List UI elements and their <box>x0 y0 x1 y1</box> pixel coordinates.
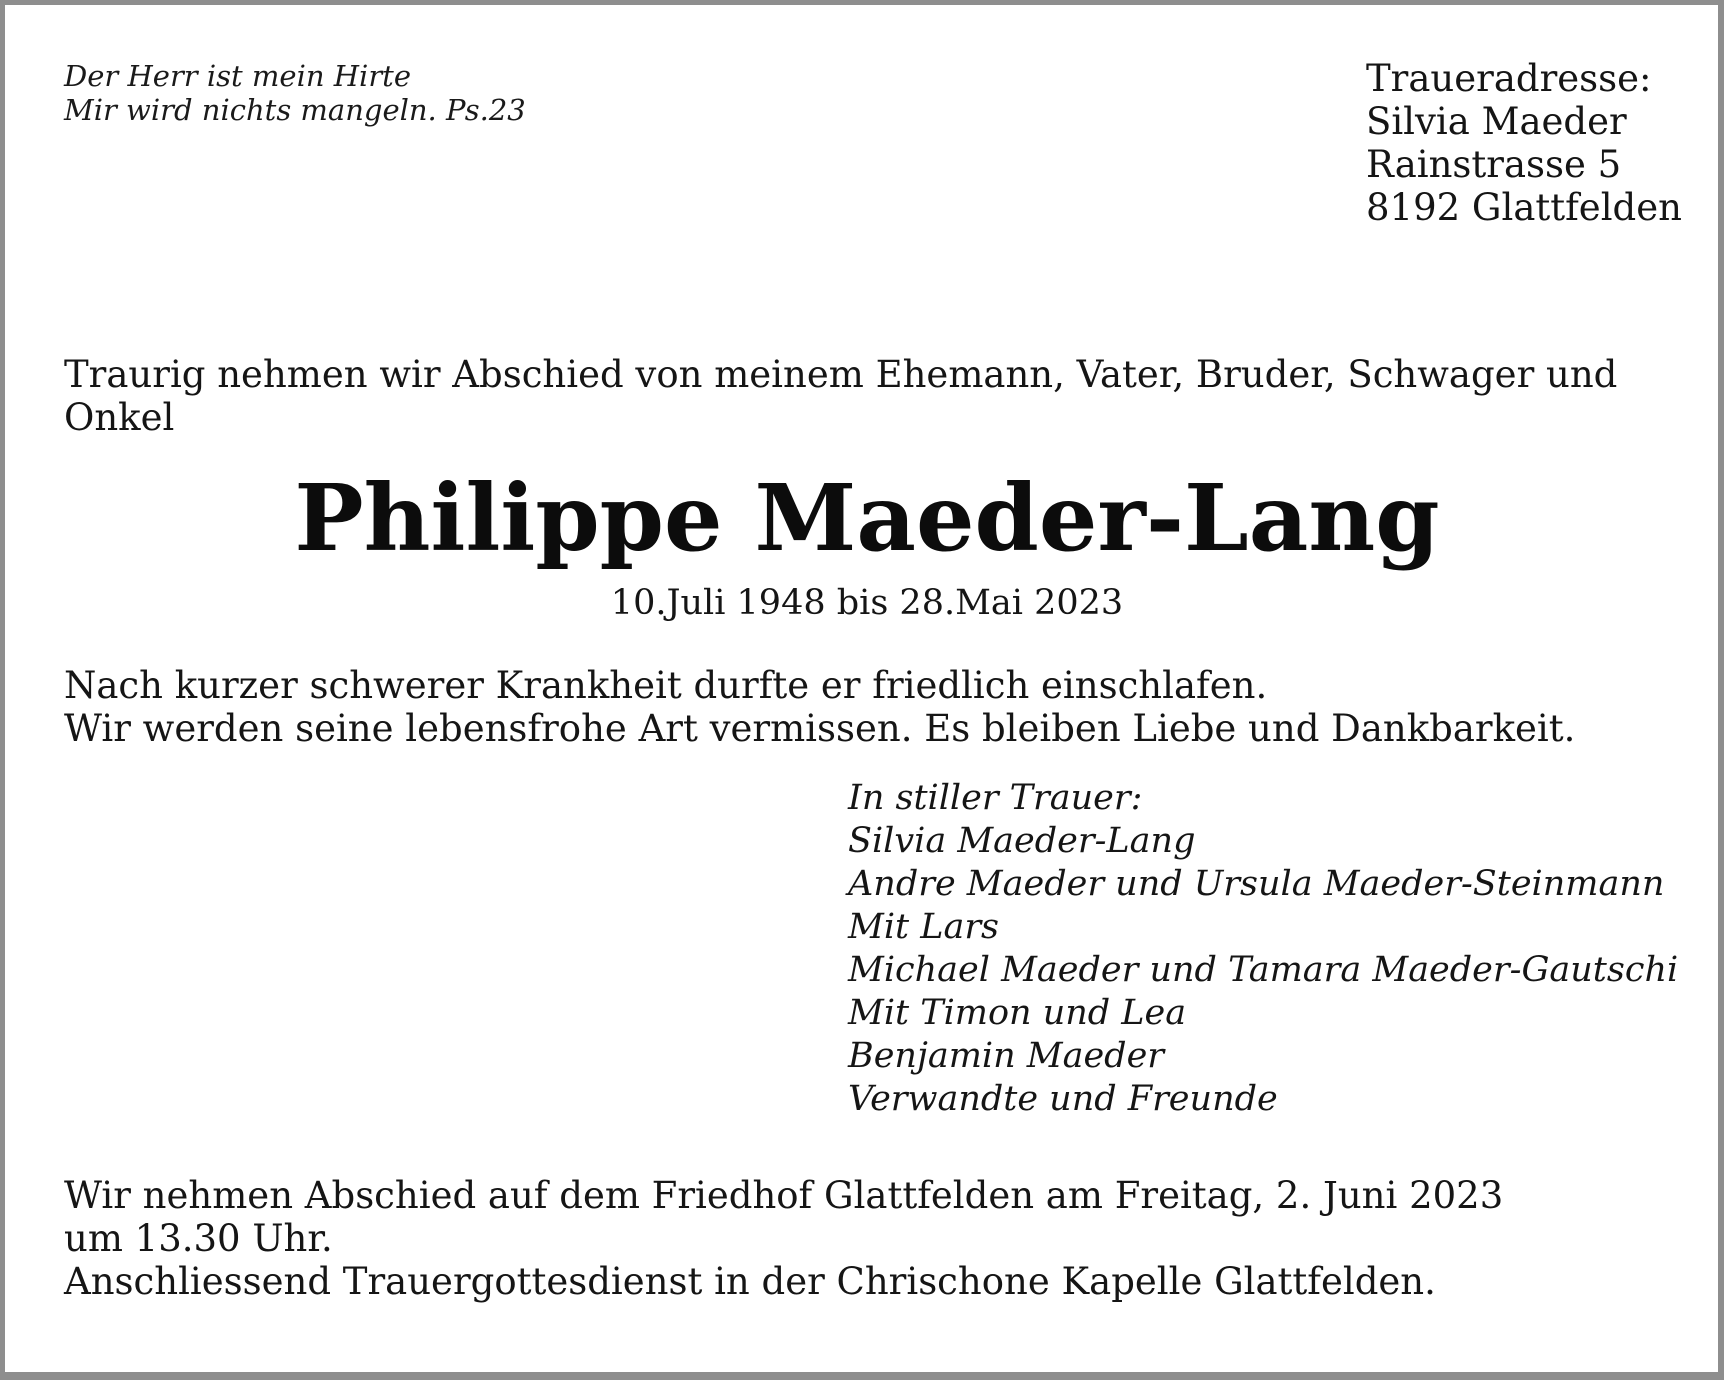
intro-line-1: Traurig nehmen wir Abschied von meinem Ehemann, Vater, Bruder, Schwager und <box>64 353 1618 396</box>
mourner-name: Benjamin Maeder <box>848 1036 1165 1076</box>
funeral-line-1: Wir nehmen Abschied auf dem Friedhof Glattfelden am Freitag, 2. Juni 2023 <box>64 1174 1504 1217</box>
address-city: 8192 Glattfelden <box>1366 186 1682 229</box>
message-line-1: Nach kurzer schwerer Krankheit durfte er friedlich einschlafen. <box>64 664 1268 707</box>
mourning-address <box>1366 57 1682 229</box>
mourners-heading: In stiller Trauer: <box>848 778 1143 818</box>
message-line-2: Wir werden seine lebensfrohe Art vermissen. Es bleiben Liebe und Dankbarkeit. <box>64 707 1576 750</box>
intro-text <box>64 353 1664 439</box>
funeral-line-2: um 13.30 Uhr. <box>64 1217 333 1260</box>
mourner-name: Verwandte und Freunde <box>848 1079 1278 1119</box>
farewell-message <box>64 664 1575 750</box>
mourner-name: Mit Lars <box>848 907 1000 947</box>
bible-verse-line-2: Mir wird nichts mangeln. Ps.23 <box>64 93 526 127</box>
address-name: Silvia Maeder <box>1366 100 1627 143</box>
funeral-details <box>64 1174 1503 1303</box>
intro-line-2: Onkel <box>64 396 175 439</box>
deceased-name: Philippe Maeder-Lang <box>294 464 1440 572</box>
address-street: Rainstrasse 5 <box>1366 143 1622 186</box>
bible-verse <box>64 59 526 127</box>
life-dates: 10.Juli 1948 bis 28.Mai 2023 <box>610 583 1124 623</box>
mourner-name: Mit Timon und Lea <box>848 993 1187 1033</box>
funeral-line-3: Anschliessend Trauergottesdienst in der Chrischone Kapelle Glattfelden. <box>64 1260 1436 1303</box>
mourner-name: Andre Maeder und Ursula Maeder-Steinmann <box>848 864 1665 904</box>
mourners-list <box>848 777 1678 1121</box>
mourner-name: Silvia Maeder-Lang <box>848 821 1196 861</box>
bible-verse-line-1: Der Herr ist mein Hirte <box>64 59 411 93</box>
address-label: Traueradresse: <box>1366 57 1652 100</box>
mourner-name: Michael Maeder und Tamara Maeder-Gautschi <box>848 950 1679 990</box>
